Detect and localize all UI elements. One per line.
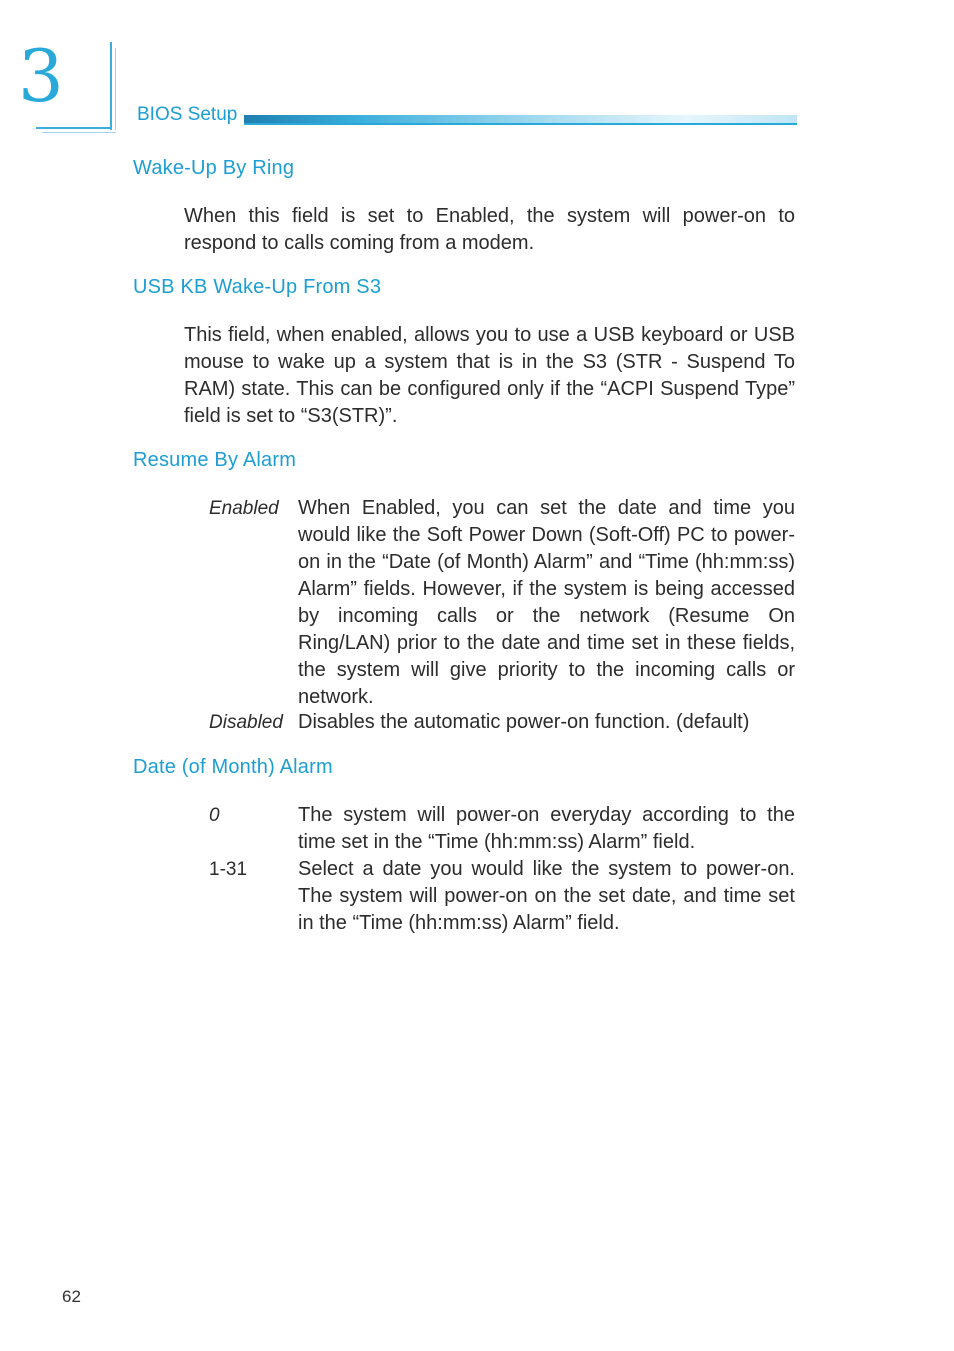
page-number: 62 bbox=[62, 1287, 81, 1306]
option-label-disabled: Disabled bbox=[209, 712, 283, 733]
option-desc-1-31: Select a date you would like the system to power-on. The system will power-on on the set date, and time set in the “Time (hh:mm:ss) Alarm” field. bbox=[298, 858, 795, 934]
header-rule bbox=[244, 123, 797, 125]
option-label-enabled: Enabled bbox=[209, 498, 279, 519]
chapter-rule-horizontal-light bbox=[42, 132, 116, 133]
chapter-number: 3 bbox=[18, 34, 64, 118]
option-label-1-31: 1-31 bbox=[209, 859, 248, 880]
section-body-wake-up-by-ring: When this field is set to Enabled, the system will power-on to respond to calls coming from a modem. bbox=[184, 205, 795, 254]
option-desc-disabled: Disables the automatic power-on function. (default) bbox=[298, 711, 750, 733]
option-desc-enabled: When Enabled, you can set the date and time you would like the Soft Power Down (Soft-Off) PC to power-on in the “Date (of Month) Alarm” and “Time (hh:mm:ss) Alarm” fields. However, if the system is being accessed by incoming calls or the network (Resume On Ring/LAN) prior to the date and time set in these fields, the system will give priority to the incoming calls or network. bbox=[298, 497, 795, 708]
option-label-0: 0 bbox=[209, 805, 220, 826]
section-title-wake-up-by-ring: Wake-Up By Ring bbox=[133, 157, 295, 179]
chapter-rule-horizontal bbox=[36, 127, 112, 129]
section-title-date-of-month-alarm: Date (of Month) Alarm bbox=[133, 756, 333, 778]
running-header: BIOS Setup bbox=[137, 104, 238, 125]
chapter-rule-vertical bbox=[110, 42, 112, 130]
option-desc-0: The system will power-on everyday according to the time set in the “Time (hh:mm:ss) Alarm” field. bbox=[298, 804, 795, 853]
header-gradient-bar bbox=[244, 115, 797, 123]
section-title-resume-by-alarm: Resume By Alarm bbox=[133, 449, 297, 471]
section-body-usb-kb-wake-up: This field, when enabled, allows you to use a USB keyboard or USB mouse to wake up a system that is in the S3 (STR - Suspend To RAM) state. This can be configured only if the “ACPI Suspend Type” field is set to “S3(STR)”. bbox=[184, 324, 795, 427]
chapter-rule-vertical-light bbox=[115, 48, 116, 130]
section-title-usb-kb-wake-up: USB KB Wake-Up From S3 bbox=[133, 276, 382, 298]
